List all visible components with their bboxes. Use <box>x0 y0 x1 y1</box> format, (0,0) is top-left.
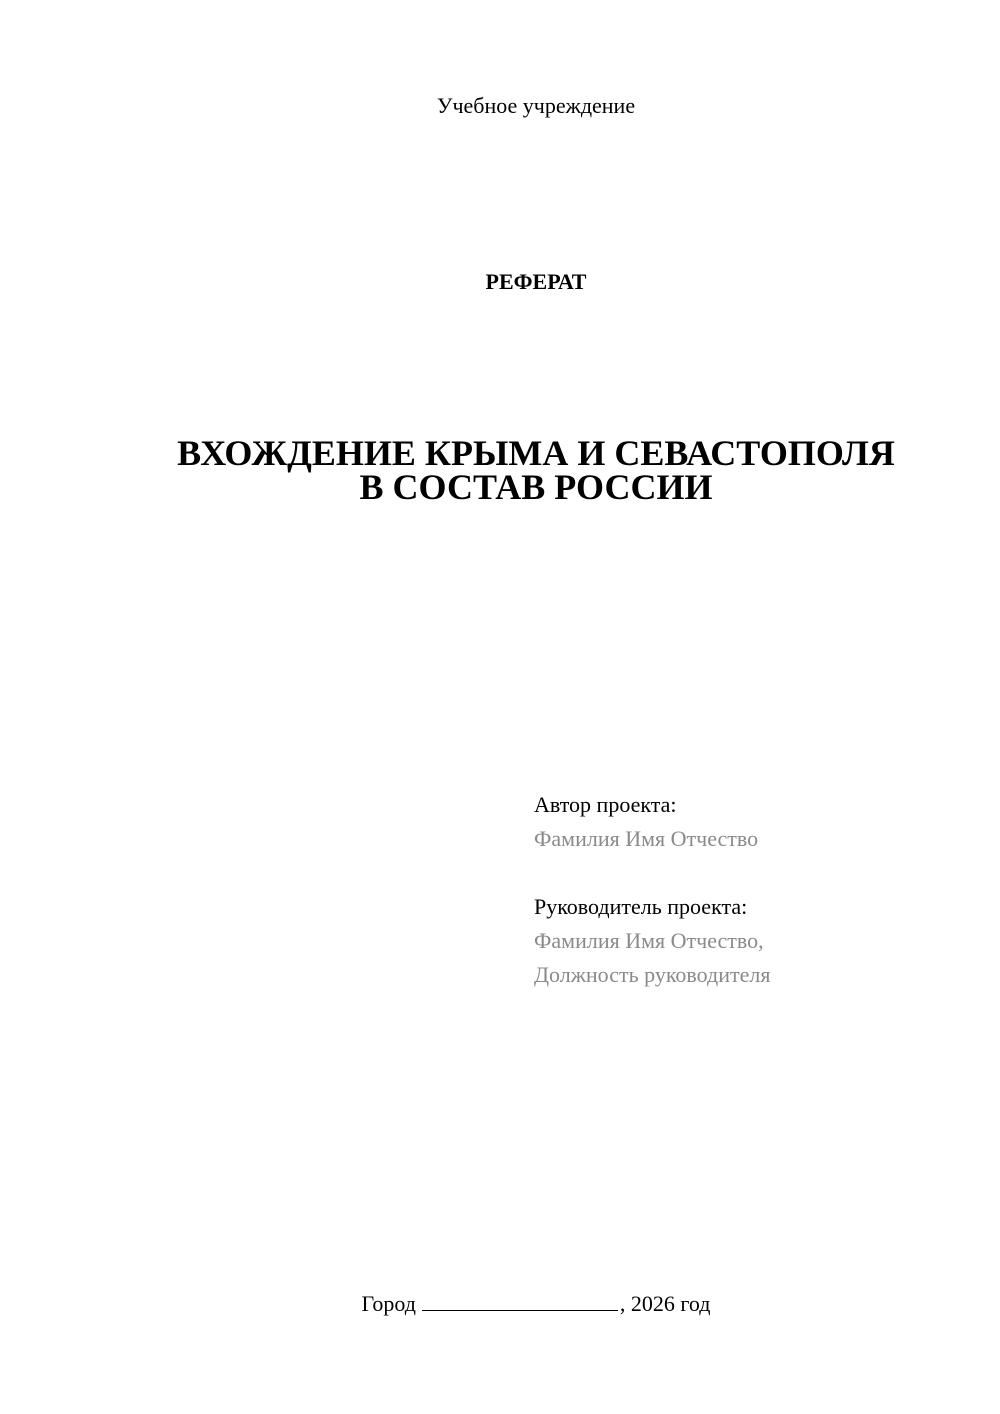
title-line-2: В СОСТАВ РОССИИ <box>359 467 713 507</box>
supervisor-label: Руководитель проекта: <box>534 894 748 919</box>
supervisor-position: Должность руководителя <box>534 962 771 987</box>
footer-city-year <box>36 1290 1000 1318</box>
supervisor-name: Фамилия Имя Отчество, <box>534 928 764 953</box>
city-blank-line <box>422 1290 618 1311</box>
spacer <box>534 856 964 890</box>
project-info <box>534 788 964 992</box>
city-label: Город <box>361 1291 416 1316</box>
year-text: , 2026 год <box>619 1291 711 1316</box>
document-title <box>36 433 1000 507</box>
author-name: Фамилия Имя Отчество <box>534 826 759 851</box>
document-type: РЕФЕРАТ <box>485 269 587 294</box>
author-label: Автор проекта: <box>534 792 677 817</box>
institution-name: Учебное учреждение <box>436 93 636 118</box>
title-line-1: ВХОЖДЕНИЕ КРЫМА И СЕВАСТОПОЛЯ <box>177 433 895 473</box>
